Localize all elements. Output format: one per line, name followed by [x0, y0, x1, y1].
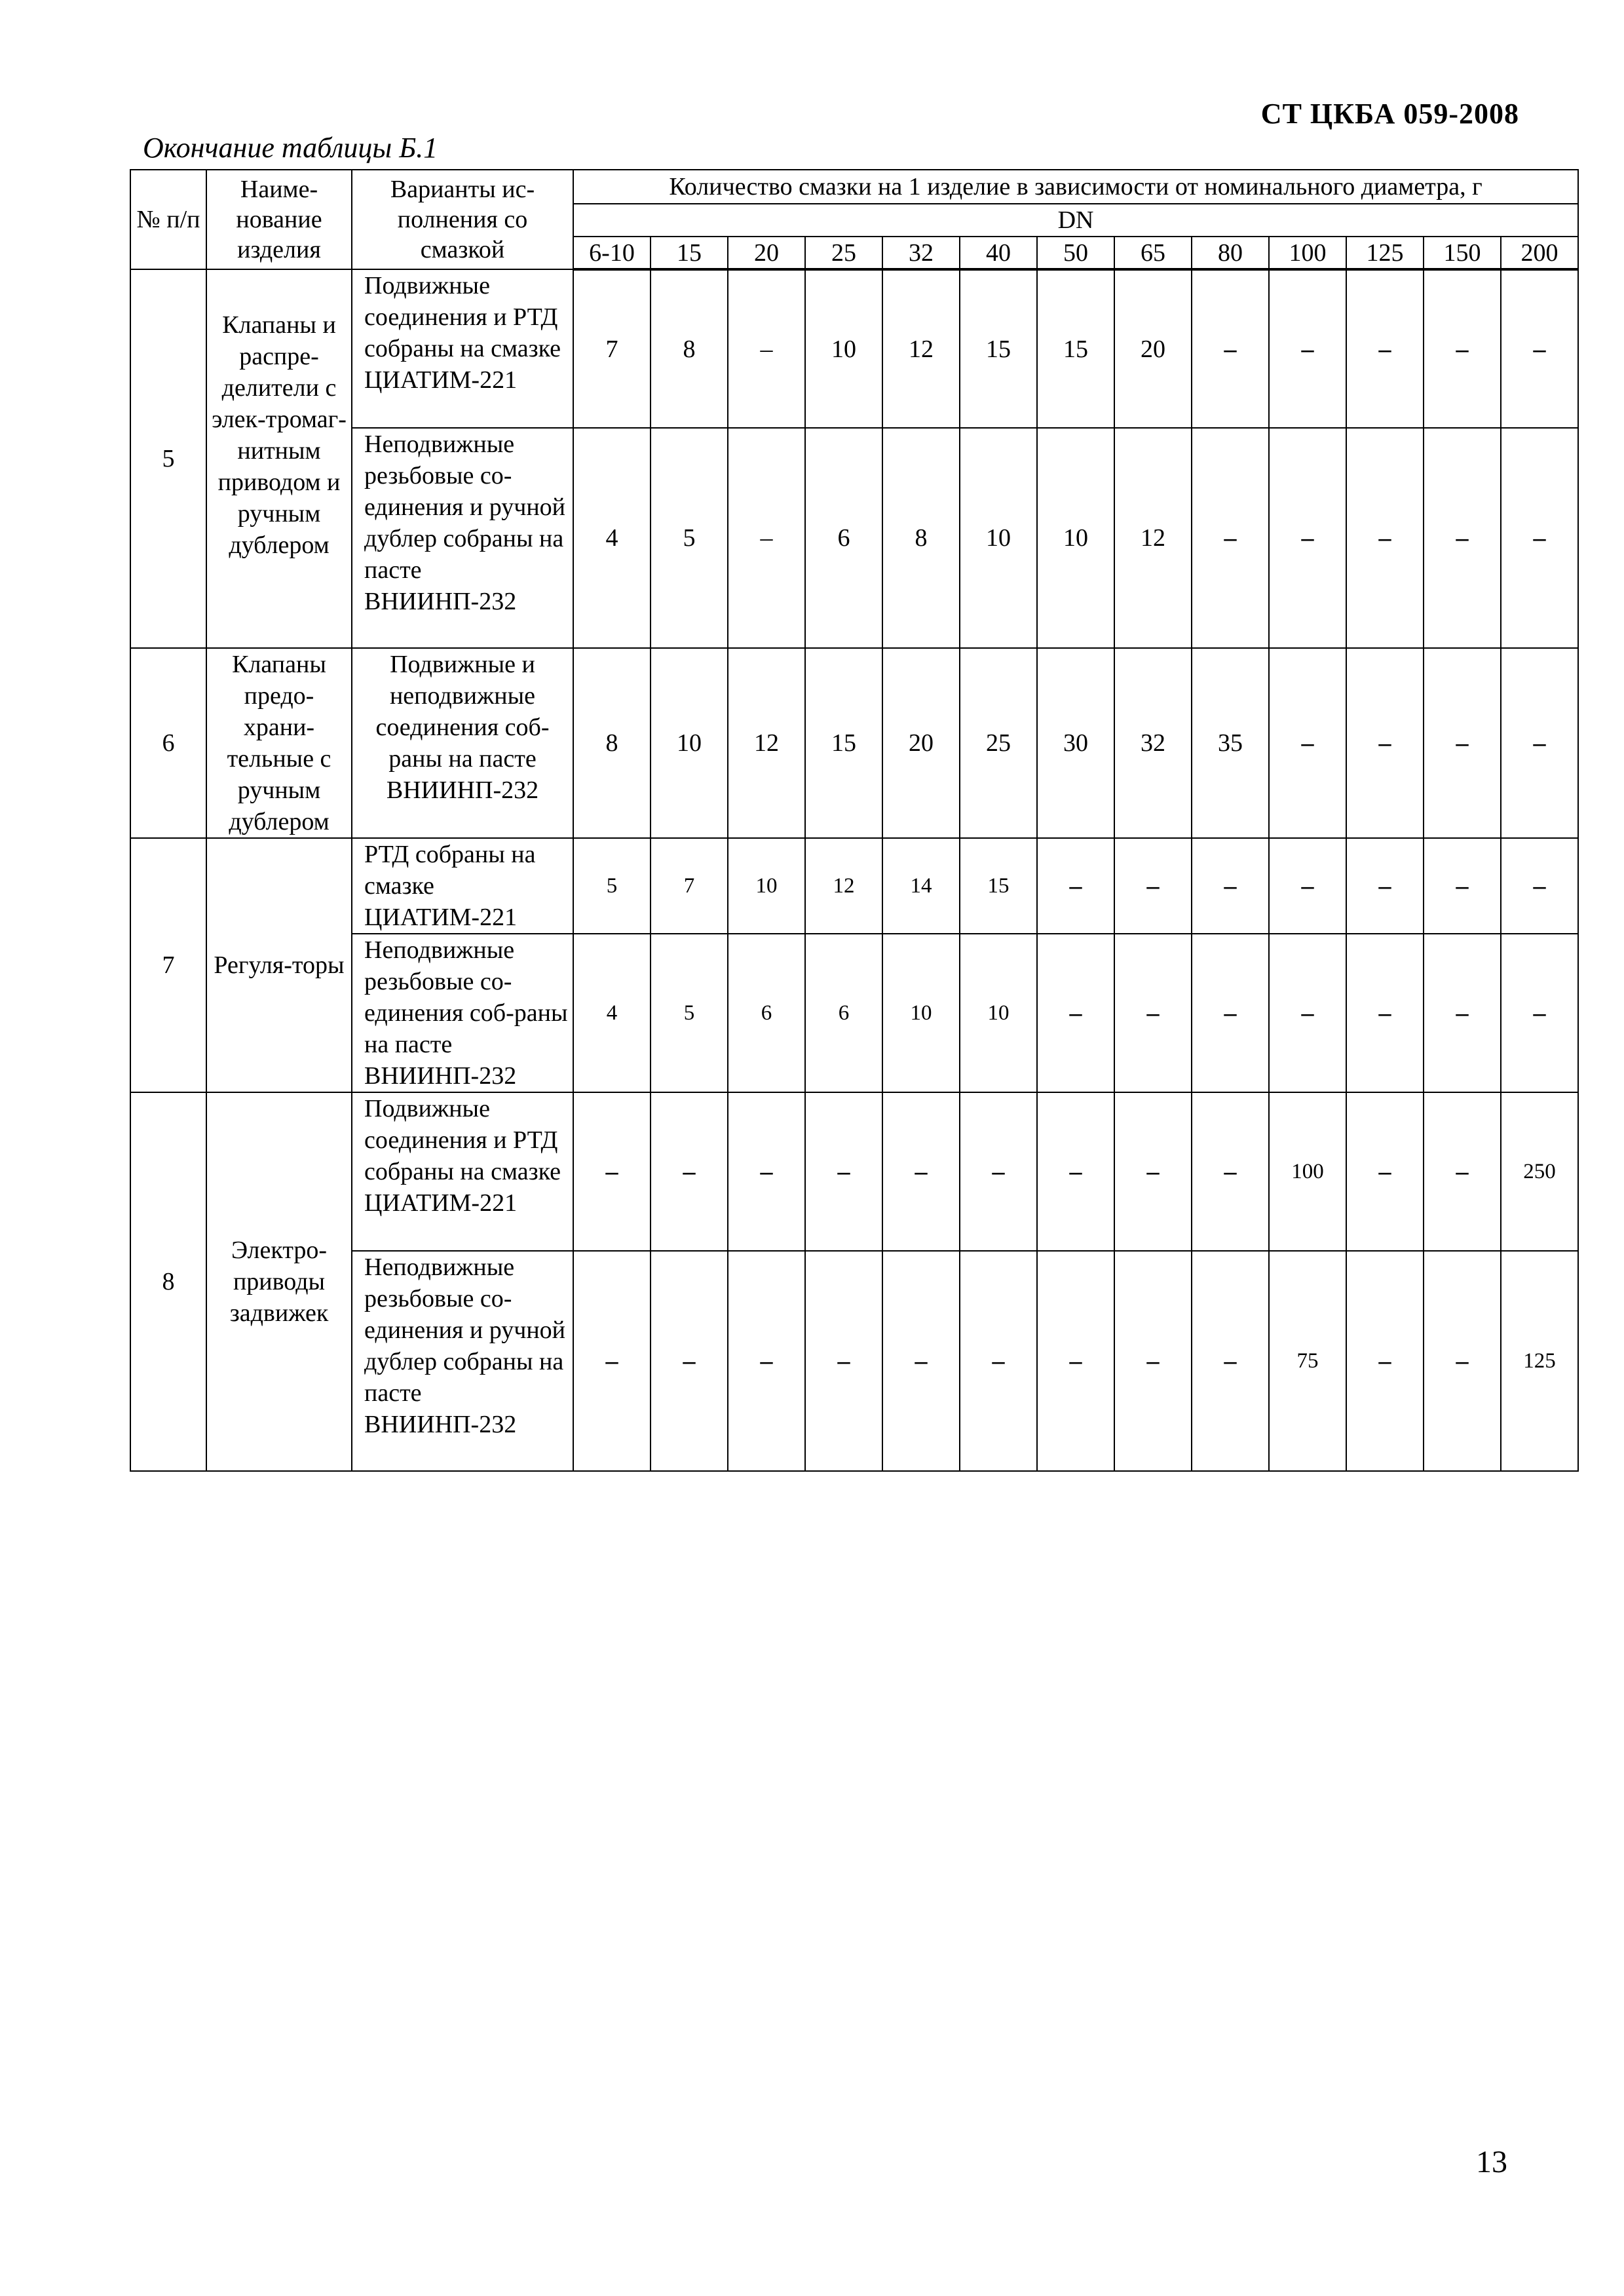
value-cell: – — [1037, 934, 1114, 1092]
variant-text: Подвижные и неподвижные соединения соб-раны на пасте ВНИИНП-232 — [352, 648, 573, 838]
variant-text: Подвижные соединения и РТД собраны на смазке ЦИАТИМ-221 — [352, 1092, 573, 1251]
value-cell: – — [1192, 1092, 1269, 1251]
value-cell: – — [1501, 269, 1578, 428]
value-cell: 12 — [882, 269, 960, 428]
value-cell: – — [1424, 934, 1501, 1092]
value-cell: 10 — [728, 838, 805, 934]
variant-text: Неподвижные резьбовые со-единения и ручной дублер собраны на пасте ВНИИНП-232 — [352, 1251, 573, 1471]
value-cell: 12 — [1114, 428, 1192, 648]
value-cell: – — [1192, 428, 1269, 648]
value-cell: – — [1114, 1092, 1192, 1251]
product-name: Регуля-торы — [206, 838, 352, 1092]
product-name: Клапаны и распре-делители с элек-тромаг-нитным приводом и ручным дублером — [206, 269, 352, 648]
value-cell: 4 — [573, 428, 651, 648]
value-cell: 15 — [805, 648, 882, 838]
value-cell: 6 — [805, 934, 882, 1092]
dn-value: 65 — [1114, 237, 1192, 269]
value-cell: – — [1269, 428, 1346, 648]
dn-value: 50 — [1037, 237, 1114, 269]
value-cell: – — [1346, 1092, 1424, 1251]
table-row — [130, 269, 1578, 428]
value-cell: – — [960, 1251, 1037, 1471]
variant-text: Неподвижные резьбовые со-единения и ручной дублер собраны на пасте ВНИИНП-232 — [352, 428, 573, 648]
value-cell: 12 — [805, 838, 882, 934]
value-cell: – — [651, 1092, 728, 1251]
value-cell: – — [728, 269, 805, 428]
value-cell: – — [1424, 428, 1501, 648]
value-cell: – — [651, 1251, 728, 1471]
value-cell: – — [1269, 648, 1346, 838]
value-cell: 35 — [1192, 648, 1269, 838]
header-dn: DN — [573, 204, 1578, 237]
value-cell: – — [728, 1251, 805, 1471]
table-row — [130, 1092, 1578, 1251]
value-cell: – — [573, 1092, 651, 1251]
value-cell: – — [1424, 1092, 1501, 1251]
dn-value: 20 — [728, 237, 805, 269]
value-cell: – — [805, 1251, 882, 1471]
value-cell: – — [805, 1092, 882, 1251]
value-cell: 8 — [882, 428, 960, 648]
value-cell: – — [1114, 838, 1192, 934]
header-variant: Варианты ис-полнения со смазкой — [352, 170, 573, 269]
value-cell: 14 — [882, 838, 960, 934]
header-name: Наиме-нование изделия — [206, 170, 352, 269]
value-cell: – — [728, 428, 805, 648]
dn-value: 32 — [882, 237, 960, 269]
value-cell: 15 — [1037, 269, 1114, 428]
value-cell: 10 — [960, 428, 1037, 648]
value-cell: 6 — [728, 934, 805, 1092]
dn-value: 40 — [960, 237, 1037, 269]
value-cell: – — [1346, 269, 1424, 428]
value-cell: – — [1192, 838, 1269, 934]
header-num: № п/п — [130, 170, 206, 269]
dn-value: 150 — [1424, 237, 1501, 269]
value-cell: – — [728, 1092, 805, 1251]
value-cell: 75 — [1269, 1251, 1346, 1471]
document-code: СТ ЦКБА 059-2008 — [1260, 98, 1519, 130]
value-cell: – — [1501, 934, 1578, 1092]
value-cell: 10 — [882, 934, 960, 1092]
value-cell: – — [573, 1251, 651, 1471]
value-cell: – — [1269, 269, 1346, 428]
value-cell: 10 — [651, 648, 728, 838]
row-num: 8 — [130, 1092, 206, 1471]
product-name: Клапаны предо-храни-тельные с ручным дублером — [206, 648, 352, 838]
value-cell: 25 — [960, 648, 1037, 838]
value-cell: 10 — [805, 269, 882, 428]
value-cell: 10 — [960, 934, 1037, 1092]
page-number: 13 — [1476, 2145, 1507, 2179]
value-cell: 5 — [651, 934, 728, 1092]
variant-text: Неподвижные резьбовые со-единения соб-раны на пасте ВНИИНП-232 — [352, 934, 573, 1092]
value-cell: 100 — [1269, 1092, 1346, 1251]
lubricant-table — [130, 169, 1579, 1472]
value-cell: – — [1269, 838, 1346, 934]
value-cell: – — [1346, 1251, 1424, 1471]
value-cell: – — [1037, 1251, 1114, 1471]
value-cell: 5 — [573, 838, 651, 934]
value-cell: 5 — [651, 428, 728, 648]
value-cell: – — [1192, 269, 1269, 428]
value-cell: 6 — [805, 428, 882, 648]
row-num: 5 — [130, 269, 206, 648]
value-cell: – — [1501, 648, 1578, 838]
value-cell: – — [1114, 934, 1192, 1092]
value-cell: – — [1424, 838, 1501, 934]
dn-value: 200 — [1501, 237, 1578, 269]
value-cell: 7 — [651, 838, 728, 934]
table-row — [130, 648, 1578, 838]
value-cell: – — [1424, 1251, 1501, 1471]
value-cell: 10 — [1037, 428, 1114, 648]
value-cell: – — [1424, 269, 1501, 428]
value-cell: – — [882, 1092, 960, 1251]
header-amount: Количество смазки на 1 изделие в зависимости от номинального диаметра, г — [573, 170, 1578, 204]
product-name: Электро-приводы задвижек — [206, 1092, 352, 1471]
value-cell: – — [1346, 838, 1424, 934]
variant-text: РТД собраны на смазке ЦИАТИМ-221 — [352, 838, 573, 934]
table-caption: Окончание таблицы Б.1 — [143, 132, 438, 164]
row-num: 7 — [130, 838, 206, 1092]
dn-value: 25 — [805, 237, 882, 269]
dn-value: 80 — [1192, 237, 1269, 269]
dn-value: 125 — [1346, 237, 1424, 269]
value-cell: 4 — [573, 934, 651, 1092]
value-cell: – — [1192, 934, 1269, 1092]
value-cell: – — [1346, 648, 1424, 838]
value-cell: – — [1501, 838, 1578, 934]
dn-value: 6-10 — [573, 237, 651, 269]
value-cell: – — [960, 1092, 1037, 1251]
value-cell: – — [1346, 934, 1424, 1092]
value-cell: 250 — [1501, 1092, 1578, 1251]
row-num: 6 — [130, 648, 206, 838]
value-cell: – — [1114, 1251, 1192, 1471]
table-row — [130, 838, 1578, 934]
value-cell: – — [1424, 648, 1501, 838]
value-cell: 15 — [960, 269, 1037, 428]
value-cell: 12 — [728, 648, 805, 838]
value-cell: 20 — [882, 648, 960, 838]
value-cell: 8 — [651, 269, 728, 428]
value-cell: 20 — [1114, 269, 1192, 428]
value-cell: – — [1037, 1092, 1114, 1251]
dn-value: 100 — [1269, 237, 1346, 269]
value-cell: – — [1192, 1251, 1269, 1471]
value-cell: 8 — [573, 648, 651, 838]
value-cell: 15 — [960, 838, 1037, 934]
value-cell: 125 — [1501, 1251, 1578, 1471]
variant-text: Подвижные соединения и РТД собраны на смазке ЦИАТИМ-221 — [352, 269, 573, 428]
value-cell: – — [1346, 428, 1424, 648]
value-cell: 32 — [1114, 648, 1192, 838]
value-cell: 7 — [573, 269, 651, 428]
value-cell: 30 — [1037, 648, 1114, 838]
value-cell: – — [882, 1251, 960, 1471]
value-cell: – — [1269, 934, 1346, 1092]
value-cell: – — [1037, 838, 1114, 934]
dn-value: 15 — [651, 237, 728, 269]
value-cell: – — [1501, 428, 1578, 648]
